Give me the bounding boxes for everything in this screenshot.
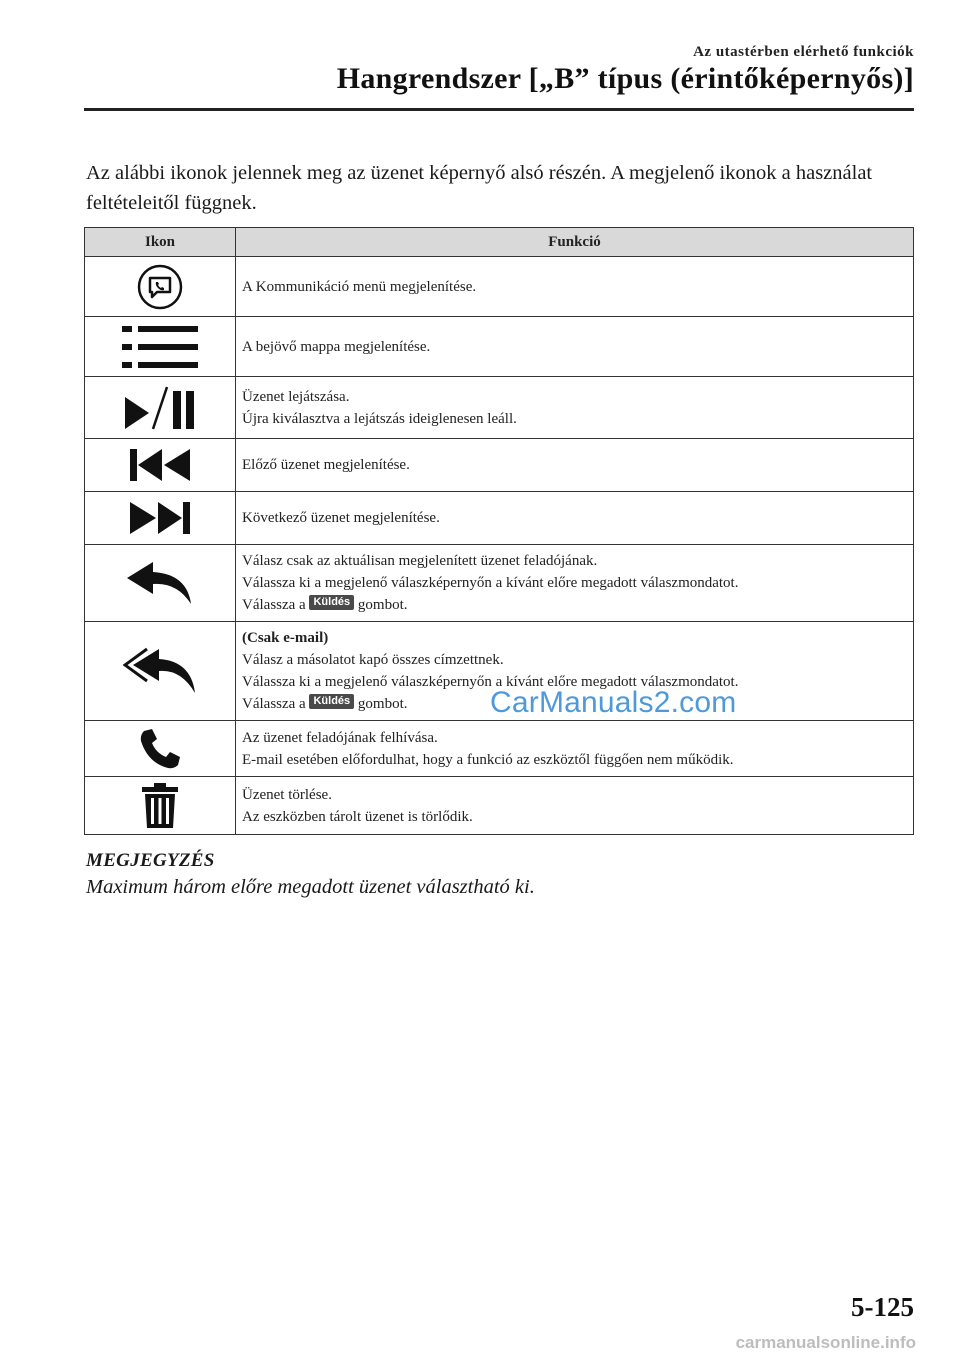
reply-icon xyxy=(125,560,195,606)
page-title: Hangrendszer [„B” típus (érintőképernyős)] xyxy=(336,62,914,95)
row-text: Válassza a xyxy=(242,597,306,613)
intro-paragraph: Az alábbi ikonok jelennek meg az üzenet képernyő alsó részén. A megjelenő ikonok a használat feltételeitől függnek. xyxy=(86,162,873,214)
icon-function-table xyxy=(84,227,914,835)
row-text: Üzenet törlése. xyxy=(242,786,332,803)
table-row xyxy=(85,721,914,777)
previous-track-icon xyxy=(128,445,192,485)
communication-menu-icon xyxy=(136,263,184,311)
table-row xyxy=(85,377,914,439)
reply-all-icon xyxy=(123,647,197,695)
row-text: Válasz a másolatot kapó összes címzettnek. xyxy=(242,652,504,668)
table-row xyxy=(85,492,914,545)
table-row xyxy=(85,317,914,377)
row-text: Üzenet lejátszása. xyxy=(242,388,350,405)
row-text: Válassza a xyxy=(242,696,306,712)
send-button[interactable]: Küldés xyxy=(309,694,354,709)
trash-icon xyxy=(140,782,180,830)
footer-url-link[interactable]: carmanualsonline.info xyxy=(735,1333,916,1352)
row-lead: (Csak e-mail) xyxy=(242,630,329,646)
row-text: A Kommunikáció menü megjelenítése. xyxy=(242,278,477,295)
next-track-icon xyxy=(128,498,192,538)
row-text: Az eszközben tárolt üzenet is törlődik. xyxy=(242,808,473,825)
row-text: Válassza ki a megjelenő válaszképernyőn a kívánt előre megadott válaszmondatot. xyxy=(242,575,739,591)
inbox-list-icon xyxy=(120,324,200,370)
play-pause-icon xyxy=(123,385,197,431)
table-row xyxy=(85,439,914,492)
table-row xyxy=(85,777,914,835)
row-text: Válasz csak az aktuálisan megjelenített üzenet feladójának. xyxy=(242,553,598,569)
row-text: A bejövő mappa megjelenítése. xyxy=(242,338,431,355)
send-button[interactable]: Küldés xyxy=(309,595,354,610)
page-number: 5-125 xyxy=(851,1292,914,1322)
note-text: Maximum három előre megadott üzenet választható ki. xyxy=(86,876,535,898)
row-text: gombot. xyxy=(357,597,408,613)
row-text: gombot. xyxy=(357,696,408,712)
table-row xyxy=(85,545,914,622)
note-title: MEGJEGYZÉS xyxy=(86,850,215,871)
table-row xyxy=(85,257,914,317)
table-header-row xyxy=(85,228,914,257)
row-text: E-mail esetében előfordulhat, hogy a funkció az eszköztől függően nem működik. xyxy=(242,751,734,768)
title-divider xyxy=(84,108,914,111)
section-label: Az utastérben elérhető funkciók xyxy=(693,44,914,60)
row-text: Újra kiválasztva a lejátszás ideiglenesen leáll. xyxy=(242,410,517,427)
header-icon: Ikon xyxy=(85,228,236,257)
row-text: Előző üzenet megjelenítése. xyxy=(242,457,410,473)
watermark-link[interactable]: CarManuals2.com xyxy=(490,686,737,719)
row-text: Válassza ki a megjelenő válaszképernyőn a kívánt előre megadott válaszmondatot. xyxy=(242,674,739,690)
row-text: Az üzenet feladójának felhívása. xyxy=(242,729,438,746)
phone-icon xyxy=(138,727,182,771)
header-function: Funkció xyxy=(236,228,914,257)
row-text: Következő üzenet megjelenítése. xyxy=(242,510,440,526)
